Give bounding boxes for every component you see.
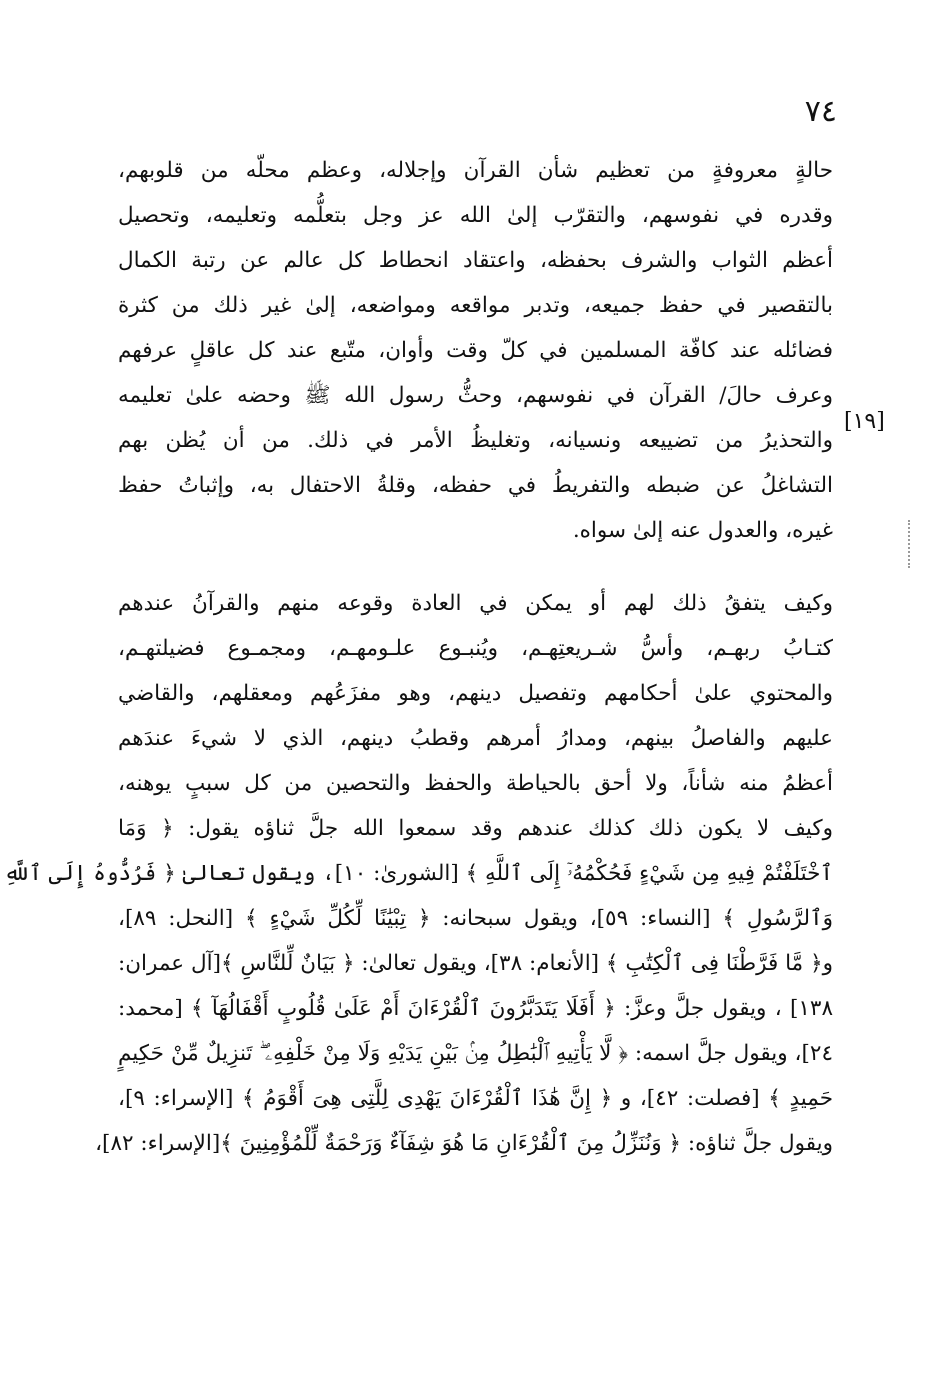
text-line: فضائله عند كافّة المسلمين في كلّ وقت وأوان، متّبع عند كل عاقلٍ عرفهم (118, 338, 833, 363)
text-line: وعرف حالَ/ القرآن في نفوسهم، وحثُّ رسول الله ﷺ وحضه علىٰ تعليمه (118, 383, 833, 408)
text-line: ٢٤]، ويقول جلَّ اسمه: ﴿ لَّا يَأْتِيهِ ٱلْبَٰطِلُ مِنۢ بَيْنِ يَدَيْهِ وَلَا مِنْ خَلْفِهِۦ ۖ تَنزِيلٌ مِّنْ حَكِيمٍ (118, 1041, 833, 1066)
text-line: أعظمُ منه شأناً، ولا أحق بالحياطة والحفظ والتحصين من كل سببٍ يوهنه، (118, 771, 833, 796)
text-line: ٱخْتَلَفْتُمْ فِيهِ مِن شَيْءٍ فَحُكْمُهُۥٓ إِلَى ٱللَّهِ ﴾ [الشورىٰ: ١٠]، ويقول تعالىٰ ﴿ فَرُدُّوهُ إِلَى ٱللَّهِ (4, 861, 833, 886)
text-line: ١٣٨] ، ويقول جلَّ وعزَّ: ﴿ أَفَلَا يَتَدَبَّرُونَ ٱلْقُرْءَانَ أَمْ عَلَىٰ قُلُوبٍ أَقْفَالُهَآ ﴾ [محمد: (118, 996, 833, 1021)
text-line: التشاغلُ عن ضبطه والتفريطُ في حفظه، وقلةُ الاحتفال به، وإثباتُ حفظ (118, 473, 833, 498)
text-line: حَمِيدٍ ﴾ [فصلت: ٤٢]، و ﴿ إِنَّ هَٰذَا ٱلْقُرْءَانَ يَهْدِى لِلَّتِى هِىَ أَقْوَمُ ﴾ [الإسراء: ٩]، (118, 1086, 833, 1111)
text-line: كتـابُ ربهـم، وأسُّ شـريعتِهـم، ويُنبـوع علـومهـم، ومجمـوع فضيلتهـم، (118, 636, 833, 661)
text-line: وكيف يتفقُ ذلك لهم أو يمكن في العادة وقوعه منهم والقرآنُ عندهم (118, 591, 833, 616)
paragraph-spacer (118, 553, 833, 581)
body-text (4, 148, 833, 1166)
text-line: وكيف لا يكون ذلك كذلك عندهم وقد سمعوا الله جلَّ ثناؤه يقول: ﴿ وَمَا (118, 816, 833, 841)
text-line: أعظم الثواب والشرف بحفظه، واعتقاد انحطاط كل عالم عن رتبة الكمال (118, 248, 833, 273)
text-line: والتحذيرُ من تضييعه ونسيانه، وتغليظُ الأمر في ذلك. من أن يُظن بهم (118, 428, 833, 453)
text-line: و﴿ مَّا فَرَّطْنَا فِى ٱلْكِتَٰبِ ﴾ [الأنعام: ٣٨]، ويقول تعالىٰ: ﴿ بَيَانٌ لِّلنَّاسِ ﴾[آل عمران: (118, 951, 833, 976)
text-line: عليهم والفاصلُ بينهم، ومدارُ أمرهم وقطبُ دينهم، الذي لا شيءَ عندَهم (118, 726, 833, 751)
text-line: غيره، والعدول عنه إلىٰ سواه. (572, 518, 833, 543)
text-line: بالتقصير في حفظ جميعه، وتدبر مواقعه ومواضعه، إلىٰ غير ذلك من كثرة (118, 293, 833, 318)
text-line: وَٱلرَّسُولِ ﴾ [النساء: ٥٩]، ويقول سبحانه: ﴿ تِبْيَٰنًا لِّكُلِّ شَيْءٍ ﴾ [النحل: ٨٩]، (118, 906, 833, 931)
text-line: حالةٍ معروفةٍ من تعظيم شأن القرآن وإجلاله، وعظم محلّه من قلوبهم، (118, 158, 833, 183)
page-number: ٧٤ (804, 94, 837, 129)
text-line: والمحتوي علىٰ أحكامهم وتفصيل دينهم، وهو مفزَعُهم ومعقلهم، والقاضي (118, 681, 833, 706)
text-line: وقدره في نفوسهم، والتقرّب إلىٰ الله عز وجل بتعلُّمه وتعليمه، وتحصيل (118, 203, 833, 228)
paragraph (4, 581, 833, 1166)
paragraph (118, 148, 833, 553)
margin-reference-note: [١٩] (844, 409, 885, 434)
margin-dotted-mark (908, 520, 914, 568)
text-line: ويقول جلَّ ثناؤه: ﴿ وَنُنَزِّلُ مِنَ ٱلْقُرْءَانِ مَا هُوَ شِفَآءٌ وَرَحْمَةٌ لِّلْمُؤْمِنِينَ ﴾[الإسراء: ٨٢]، (95, 1131, 833, 1156)
